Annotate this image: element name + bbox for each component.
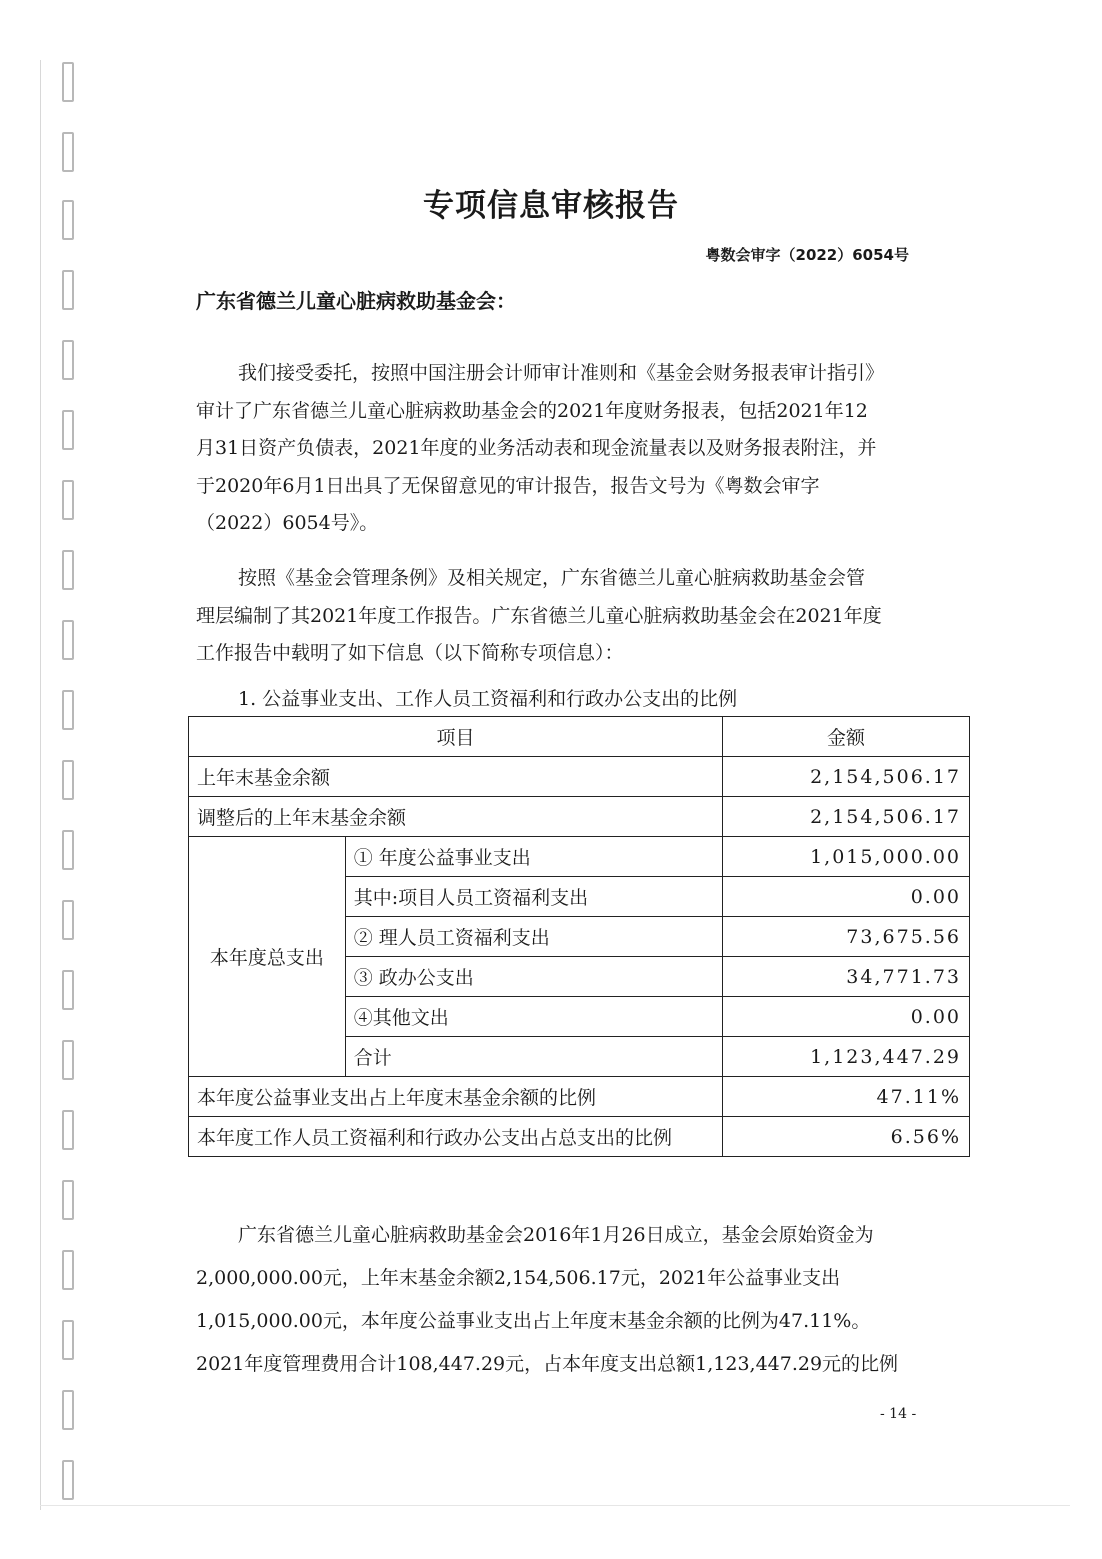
row-value: 2,154,506.17 [723,757,970,797]
row-value: 1,015,000.00 [723,837,970,877]
row-value: 47.11% [723,1077,970,1117]
table-row [189,757,970,797]
binding-hole [62,1250,74,1290]
header-amount: 金额 [723,717,970,757]
row-label: ① 年度公益事业支出 [345,837,722,877]
binding-hole [62,760,74,800]
row-label: ② 理人员工资福利支出 [345,917,722,957]
scan-bottom-edge [40,1505,1070,1506]
row-label: 其中:项目人员工资福利支出 [345,877,722,917]
paragraph-line: 月31日资产负债表，2021年度的业务活动表和现金流量表以及财务报表附注，并 [196,437,877,459]
row-value: 73,675.56 [723,917,970,957]
binding-hole [62,1390,74,1430]
binding-hole [62,550,74,590]
table-row [189,837,970,877]
paragraph-line: 于2020年6月1日出具了无保留意见的审计报告，报告文号为《粤数会审字 [196,474,820,497]
paragraph-line: 我们接受委托，按照中国注册会计师审计准则和《基金会财务报表审计指引》 [238,362,885,384]
scan-left-edge [40,60,41,1510]
row-value: 2,154,506.17 [723,797,970,837]
expenditure-table [188,716,970,1157]
paragraph-line: 审计了广东省德兰儿童心脏病救助基金会的2021年度财务报表，包括2021年12 [196,399,868,422]
paragraph-management [196,560,912,673]
paragraph-line: 2,000,000.00元，上年末基金余额2,154,506.17元，2021年公益事业支出 [196,1267,841,1289]
row-label: 上年末基金余额 [189,757,723,797]
binding-hole [62,900,74,940]
report-title: 专项信息审核报告 [423,188,679,224]
document-number: 粤数会审字（2022）6054号 [705,246,909,264]
row-value: 0.00 [723,877,970,917]
binding-hole [62,132,74,172]
table-row [189,1117,970,1157]
paragraph-line: 2021年度管理费用合计108,447.29元，占本年度支出总额1,123,447.29元的比例 [196,1353,899,1375]
row-label: 调整后的上年末基金余额 [189,797,723,837]
binding-hole [62,270,74,310]
binding-hole [62,830,74,870]
row-label: ③ 政办公支出 [345,957,722,997]
row-value: 1,123,447.29 [723,1037,970,1077]
paragraph-engagement [196,355,912,543]
paragraph-line: 1,015,000.00元，本年度公益事业支出占上年度末基金余额的比例为47.11%。 [196,1310,871,1332]
table-row [189,797,970,837]
section-1-heading: 1. 公益事业支出、工作人员工资福利和行政办公支出的比例 [238,688,738,710]
table-row [189,1077,970,1117]
row-value: 0.00 [723,997,970,1037]
binding-hole [62,1040,74,1080]
binding-hole [62,480,74,520]
row-value: 34,771.73 [723,957,970,997]
paragraph-summary [196,1214,912,1386]
binding-hole [62,1180,74,1220]
binding-hole [62,1460,74,1500]
binding-hole [62,620,74,660]
recipient-name: 广东省德兰儿童心脏病救助基金会： [196,289,516,313]
paragraph-line: 工作报告中载明了如下信息（以下简称专项信息）： [196,642,624,664]
row-value: 6.56% [723,1117,970,1157]
binding-hole [62,1110,74,1150]
binding-hole [62,410,74,450]
binding-hole [62,62,74,102]
row-label: ④其他文出 [345,997,722,1037]
row-label: 本年度公益事业支出占上年度末基金余额的比例 [189,1077,723,1117]
paragraph-line: 理层编制了其2021年度工作报告。广东省德兰儿童心脏病救助基金会在2021年度 [196,604,882,627]
row-label: 本年度工作人员工资福利和行政办公支出占总支出的比例 [189,1117,723,1157]
page-number: - 14 - [880,1406,917,1422]
row-label: 合计 [345,1037,722,1077]
binding-hole [62,340,74,380]
paragraph-line: 广东省德兰儿童心脏病救助基金会2016年1月26日成立，基金会原始资金为 [238,1224,874,1246]
paragraph-line: （2022）6054号》。 [196,512,379,534]
group-label-total-expenditure: 本年度总支出 [189,837,346,1077]
table-header-row [189,717,970,757]
binding-hole [62,970,74,1010]
binding-hole [62,690,74,730]
header-item: 项目 [189,717,723,757]
paragraph-line: 按照《基金会管理条例》及相关规定，广东省德兰儿童心脏病救助基金会管 [238,567,866,589]
binding-hole [62,1320,74,1360]
